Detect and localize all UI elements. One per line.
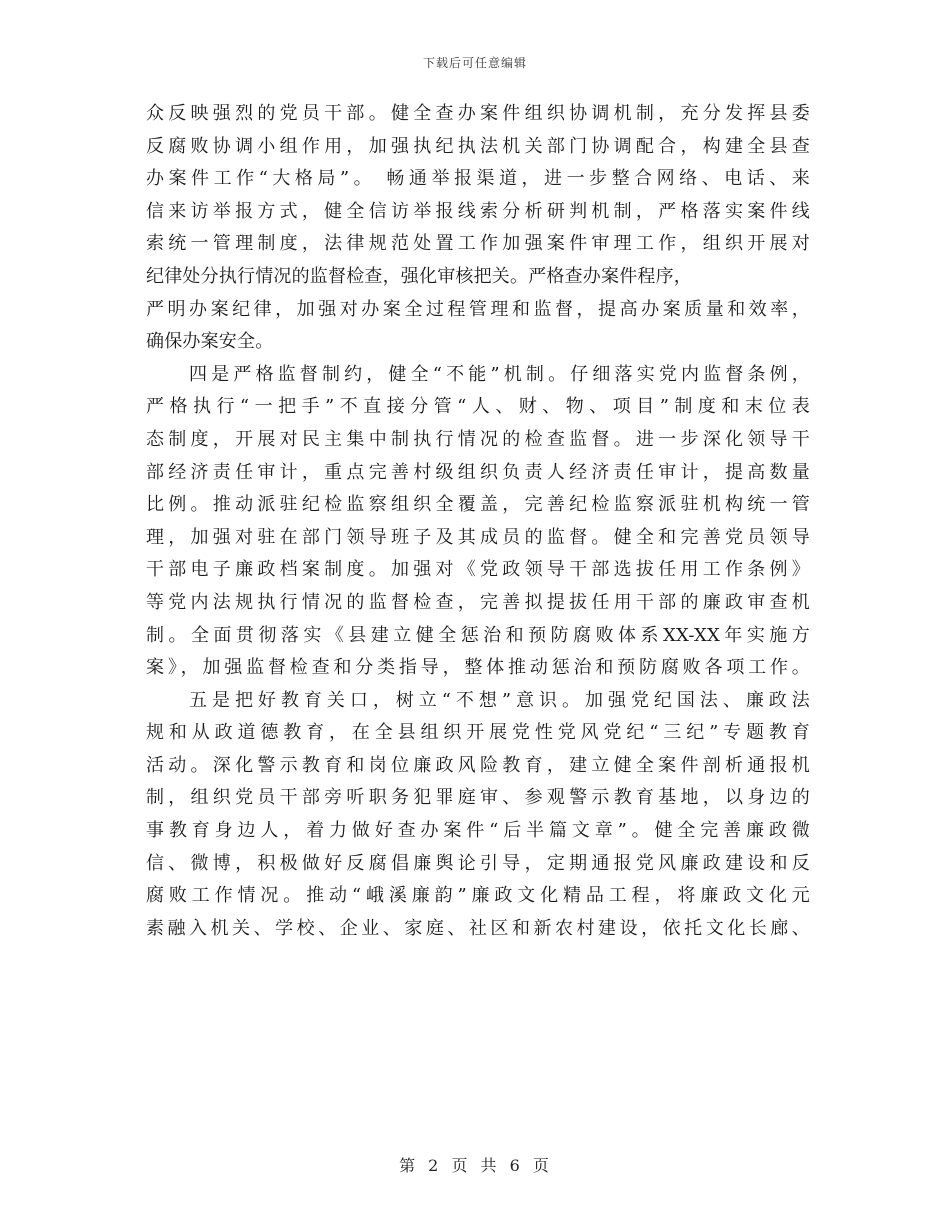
- text-line: 规和从政道德教育，在全县组织开展党性党风党纪“三纪”专题教育: [146, 722, 810, 744]
- text-line: 案》，加强监督检查和分类指导，整体推动惩治和预防腐败各项工作。: [146, 657, 810, 679]
- page-number-footer: 第 2 页 共 6 页: [399, 1156, 551, 1175]
- text-line: 办案件工作“大格局”。 畅通举报渠道，进一步整合网络、电话、来: [146, 168, 810, 190]
- text-line: 反腐败协调小组作用，加强执纪执法机关部门协调配合，构建全县查: [146, 135, 810, 157]
- text-line: 素融入机关、学校、企业、家庭、社区和新农村建设，依托文化长廊、: [146, 917, 810, 939]
- text-line: 比例。推动派驻纪检监察组织全覆盖，完善纪检监察派驻机构统一管: [146, 494, 810, 516]
- text-line: 态制度，开展对民主集中制执行情况的检查监督。进一步深化领导干: [146, 428, 810, 450]
- text-line: 信、微博，积极做好反腐倡廉舆论引导，定期通报党风廉政建设和反: [146, 852, 810, 874]
- text-line: 等党内法规执行情况的监督检查，完善拟提拔任用干部的廉政审查机: [146, 591, 810, 613]
- text-line: 五是把好教育关口，树立“不想”意识。加强党纪国法、廉政法: [189, 689, 810, 711]
- text-line: 索统一管理制度，法律规范处置工作加强案件审理工作，组织开展对: [146, 233, 810, 255]
- text-line: 理，加强对驻在部门领导班子及其成员的监督。健全和完善党员领导: [146, 526, 810, 548]
- text-line: 众反映强烈的党员干部。健全查办案件组织协调机制，充分发挥县委: [146, 103, 810, 124]
- text-line: 纪律处分执行情况的监督检查，强化审核把关。严格查办案件程序，: [146, 265, 692, 287]
- text-line: 严明办案纪律，加强对办案全过程管理和监督，提高办案质量和效率，: [146, 298, 810, 320]
- text-line: 制，组织党员干部旁听职务犯罪庭审、参观警示教育基地，以身边的: [146, 787, 810, 809]
- page-header-note: 下载后可任意编辑: [422, 56, 527, 70]
- text-line: 腐败工作情况。推动“峨溪廉韵”廉政文化精品工程，将廉政文化元: [146, 885, 810, 907]
- text-line: 四是严格监督制约，健全“不能”机制。仔细落实党内监督条例，: [189, 363, 810, 385]
- text-line: 部经济责任审计，重点完善村级组织负责人经济责任审计，提高数量: [146, 461, 810, 483]
- text-line: 确保办案安全。: [146, 331, 274, 353]
- text-line: 严格执行“一把手”不直接分管“人、财、物、项目”制度和末位表: [146, 396, 810, 418]
- text-line: 事教育身边人，着力做好查办案件“后半篇文章”。健全完善廉政微: [146, 820, 810, 842]
- text-line: 活动。深化警示教育和岗位廉政风险教育，建立健全案件剖析通报机: [146, 754, 810, 776]
- text-line: 干部电子廉政档案制度。加强对《党政领导干部选拔任用工作条例》: [146, 559, 810, 581]
- document-body: [146, 98, 810, 945]
- text-line: 信来访举报方式，健全信访举报线索分析研判机制，严格落实案件线: [146, 200, 810, 222]
- text-line: 制。全面贯彻落实《县建立健全惩治和预防腐败体系XX-XX年实施方: [146, 624, 810, 646]
